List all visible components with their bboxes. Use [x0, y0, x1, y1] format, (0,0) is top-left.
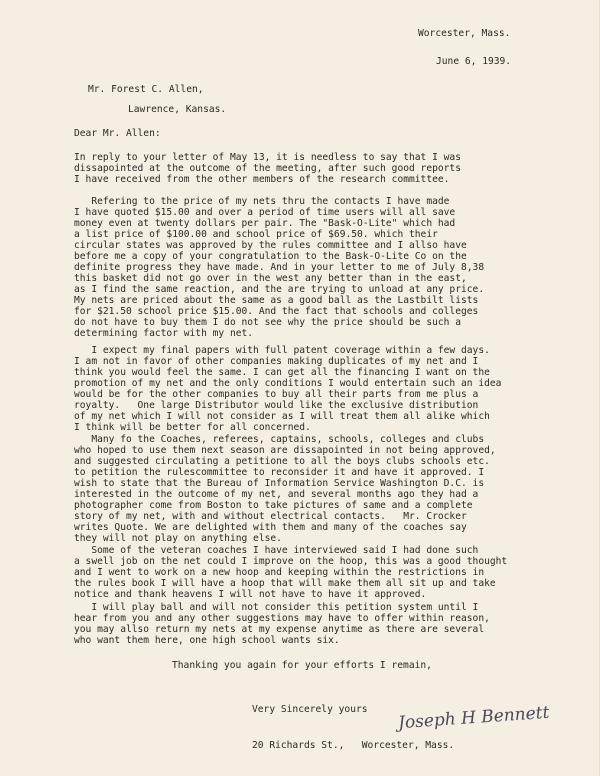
paragraph-2 — [74, 196, 484, 339]
text-line: for $21.50 school price $15.00. And the fact that schools and colleges — [74, 306, 479, 317]
text-line: before me a copy of your congratulation to the Bask-O-Lite Co on the — [74, 251, 467, 262]
text-line: definite progress they have made. And in your letter to me of July 8,38 — [74, 262, 485, 273]
recipient-location: Lawrence, Kansas. — [128, 104, 227, 115]
text-line: would be for the other companies to buy all their parts from me plus a — [74, 389, 479, 400]
text-line: hear from you and any other suggestions may have to offer within reason, — [74, 613, 490, 624]
text-line: think you would feel the same. I can get all the financing I want on the — [74, 367, 490, 378]
text-line: a swell job on the net could I improve on the hoop, this was a good thought — [74, 556, 508, 567]
text-line: and I went to work on a new hoop and keeping within the restrictions in — [74, 567, 485, 578]
text-line: wish to state that the Bureau of Information Service Washington D.C. is — [74, 478, 485, 489]
text-line: determining factor with my net. — [74, 328, 254, 339]
text-line: Some of the veteran coaches I have interviewed said I had done such — [74, 545, 479, 556]
text-line: the rules book I will have a hoop that will make them all sit up and take — [74, 578, 496, 589]
text-line: this basket did not go over in the west any better than in the east, — [74, 273, 467, 284]
text-line: who hoped to use them next season are dissapointed in not being approved, — [74, 445, 496, 456]
text-line: I expect my final papers with full patent coverage within a few days. — [74, 345, 490, 356]
text-line: In reply to your letter of May 13, it is needless to say that I was — [74, 152, 461, 163]
text-line: do not have to buy them I do not see why the price should be such a — [74, 317, 461, 328]
text-line: dissapointed at the outcome of the meeting, after such good reports — [74, 163, 461, 174]
text-line: who want them here, one high school wants six. — [74, 635, 340, 646]
text-line: Many fo the Coaches, referees, captains, schools, colleges and clubs — [74, 434, 485, 445]
paragraph-6 — [74, 602, 490, 646]
paragraph-1 — [74, 152, 461, 185]
closing-thanks: Thanking you again for your efforts I remain, — [172, 660, 432, 671]
text-line: I think will be better for all concerned. — [74, 422, 311, 433]
recipient-name: Mr. Forest C. Allen, — [88, 84, 204, 95]
sender-address: 20 Richards St., Worcester, Mass. — [252, 740, 455, 751]
text-line: and suggested circulating a petitione to all the boys clubs schools etc. — [74, 456, 490, 467]
text-line: of my net which I will not consider as I will treat them all alike which — [74, 411, 490, 422]
text-line: they will not play on anything else. — [74, 533, 282, 544]
text-line: royalty. One large Distributor would like the exclusive distribution — [74, 400, 479, 411]
text-line: as I find the same reaction, and the are trying to unload at any price. — [74, 284, 485, 295]
letter-date: June 6, 1939. — [436, 56, 512, 67]
text-line: interested in the outcome of my net, and several months ago they had a — [74, 489, 479, 500]
text-line: story of my net, with and without electrical contacts. Mr. Crocker — [74, 511, 467, 522]
text-line: My nets are priced about the same as a good ball as the Lastbilt lists — [74, 295, 479, 306]
letter-place: Worcester, Mass. — [418, 28, 511, 39]
text-line: I am not in favor of other companies making duplicates of my net and I — [74, 356, 479, 367]
text-line: I have quoted $15.00 and over a period of time users will all save — [74, 207, 456, 218]
text-line: to petition the rulescommittee to reconsider it and have it approved. I — [74, 467, 485, 478]
text-line: I have received from the other members of the research committee. — [74, 174, 450, 185]
text-line: money even at twenty dollars per pair. The "Bask-O-Lite" which had — [74, 218, 456, 229]
text-line: you may allso return my nets at my expense anytime as there are several — [74, 624, 485, 635]
signature: Joseph H Bennett — [397, 702, 550, 734]
text-line: photographer come from Boston to take pictures of same and a complete — [74, 500, 473, 511]
text-line: circular states was approved by the rules committee and I allso have — [74, 240, 467, 251]
text-line: Refering to the price of my nets thru the contacts I have made — [74, 196, 450, 207]
text-line: writes Quote. We are delighted with them and many of the coaches say — [74, 522, 467, 533]
paragraph-5 — [74, 545, 507, 600]
paragraph-4 — [74, 434, 496, 544]
text-line: promotion of my net and the only conditions I would entertain such an idea — [74, 378, 502, 389]
paragraph-3 — [74, 345, 501, 433]
closing: Very Sincerely yours — [252, 704, 368, 715]
text-line: a list price of $100.00 and school price of $69.50. which their — [74, 229, 438, 240]
text-line: I will play ball and will not consider this petition system until I — [74, 602, 479, 613]
text-line: notice and thank heavens I will not have to have it approved. — [74, 589, 427, 600]
salutation: Dear Mr. Allen: — [74, 128, 161, 139]
